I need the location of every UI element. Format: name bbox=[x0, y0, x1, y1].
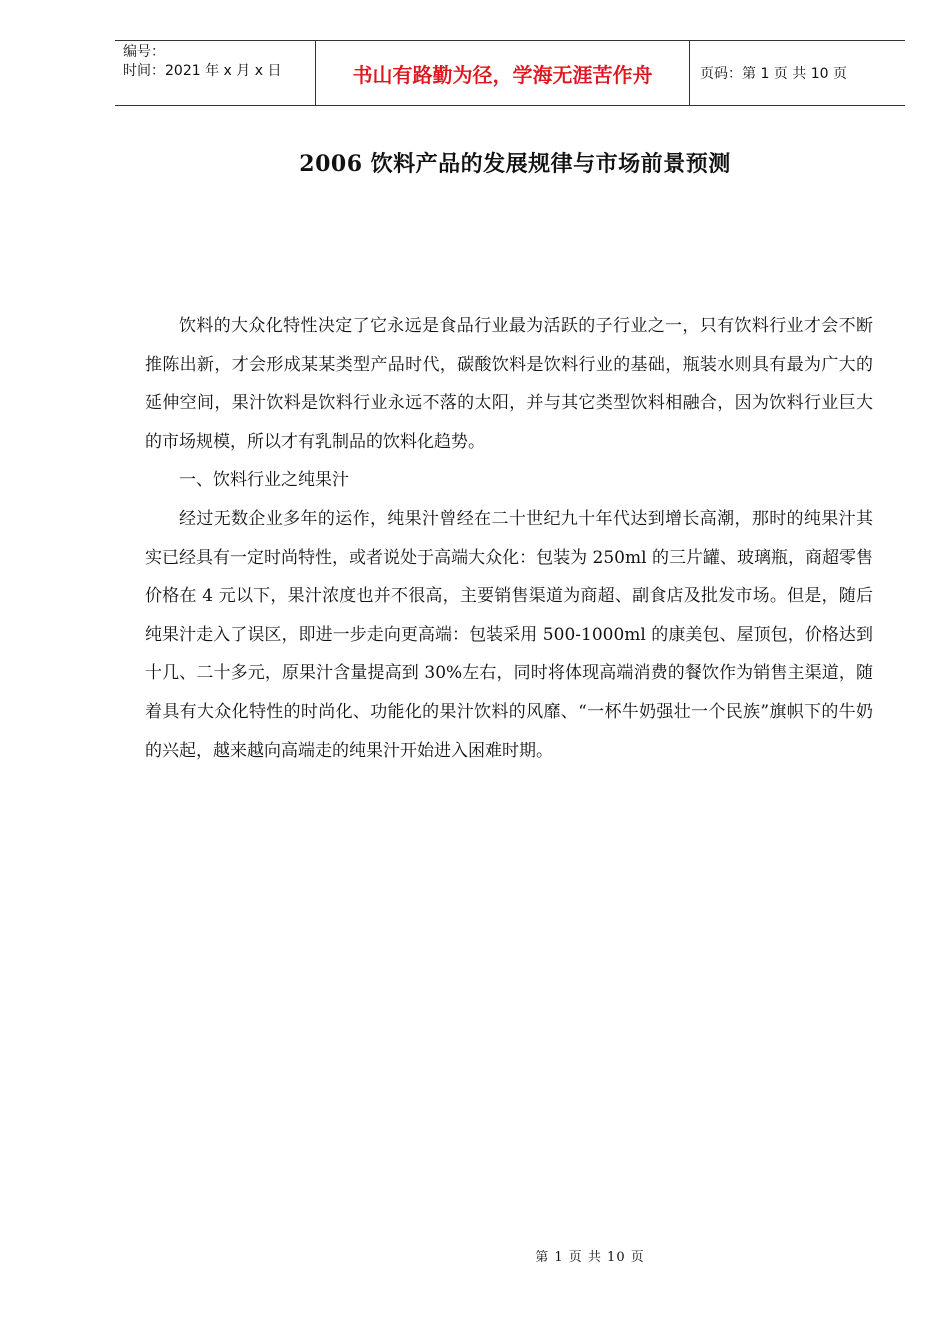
section-heading: 一、饮料行业之纯果汁 bbox=[179, 470, 349, 491]
paragraph-intro: 饮料的大众化特性决定了它永远是食品行业最为活跃的子行业之一，只有饮料行业才会不断推陈出新，才会形成某某类型产品时代，碳酸饮料是饮料行业的基础，瓶装水则具有最为广大的延伸空间，果汁饮料是饮料行业永远不落的太阳，并与其它类型饮料相融合，因为饮料行业巨大的市场规模，所以才有乳制品的饮料化趋势。 bbox=[145, 316, 873, 452]
page-header bbox=[115, 40, 905, 106]
document-body bbox=[145, 307, 873, 770]
page-footer: 第 1 页 共 10 页 bbox=[535, 1250, 645, 1265]
paragraph-pure-juice: 经过无数企业多年的运作，纯果汁曾经在二十世纪九十年代达到增长高潮，那时的纯果汁其实已经具有一定时尚特性，或者说处于高端大众化：包装为 250ml 的三片罐、玻璃瓶，商超零售价格在 4 元以下，果汁浓度也并不很高，主要销售渠道为商超、副食店及批发市场。但是，随后纯果汁走入了误区，即进一步走向更高端：包装采用 500-1000ml 的康美包、屋顶包，价格达到十几、二十多元，原果汁含量提高到 30%左右，同时将体现高端消费的餐饮作为销售主渠道，随着具有大众化特性的时尚化、功能化的果汁饮料的风靡、“一杯牛奶强壮一个民族”旗帜下的牛奶的兴起，越来越向高端走的纯果汁开始进入困难时期。 bbox=[145, 508, 873, 761]
header-page-info: 页码：第 1 页 共 10 页 bbox=[700, 66, 847, 82]
document-title: 2006 饮料产品的发展规律与市场前景预测 bbox=[299, 151, 731, 177]
header-motto: 书山有路勤为径，学海无涯苦作舟 bbox=[316, 41, 690, 105]
header-meta-cell bbox=[115, 41, 316, 105]
header-time-label: 时间：2021 年 x 月 x 日 bbox=[123, 63, 282, 79]
header-number-label: 编号： bbox=[123, 44, 165, 60]
